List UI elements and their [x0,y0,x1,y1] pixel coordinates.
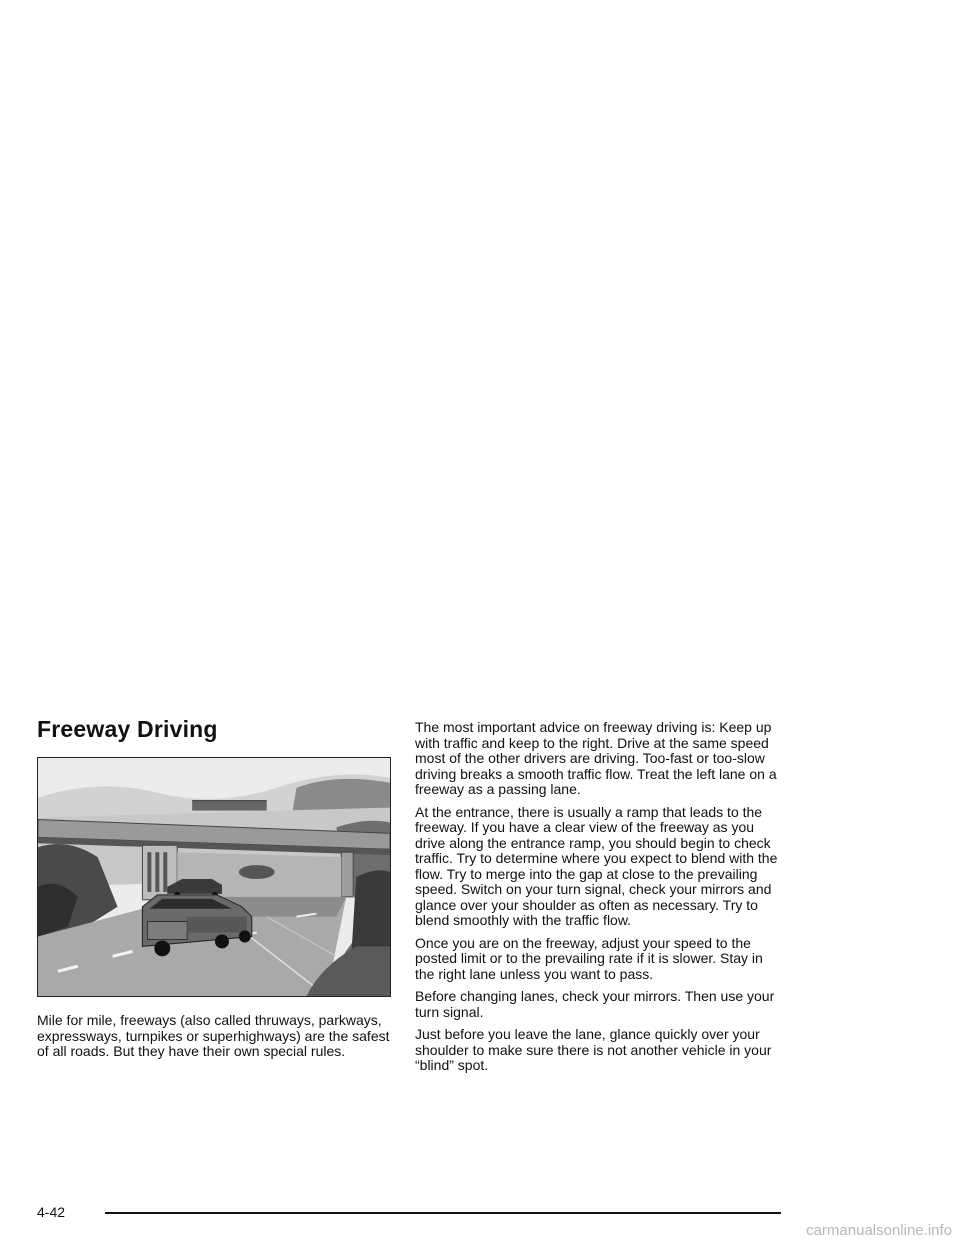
paragraph-adjust-speed: Once you are on the freeway, adjust your speed to the posted limit or to the prevailing rate if it is slower. Stay in the right lane unless you want to pass. [415,934,763,982]
page-number: 4-42 [37,1204,66,1220]
footer-divider [105,1212,781,1214]
paragraph-traffic-advice: The most important advice on freeway driving is: Keep up with traffic and keep to the right. Drive at the same speed most of the other drivers are driving. Too-fast or too-slow driving breaks a smooth traffic flow. Treat the left lane on a freeway as a passing lane. [415,719,777,797]
freeway-scene-drawing [38,758,390,996]
paragraph-changing-lanes: Before changing lanes, check your mirrors. Then use your turn signal. [415,988,775,1020]
paragraph-blind-spot: Just before you leave the lane, glance quickly over your shoulder to make sure there is not another vehicle in your “blind” spot. [415,1026,772,1073]
paragraph-entrance-ramp: At the entrance, there is usually a ramp that leads to the freeway. If you have a clear view of the freeway as you drive along the entrance ramp, you should begin to check traffic. Try to determine where you expect to blend with the flow. Try to merge into the gap at close to the prevailing speed. Switch on your turn signal, check your mirrors and glance over your shoulder as often as necessary. Try to blend smoothly with the traffic flow. [415,803,778,928]
right-column [415,720,785,1081]
watermark-text: carmanualsonline.info [806,1222,952,1239]
intro-paragraph: Mile for mile, freeways (also called thruways, parkways, expressways, turnpikes or superhighways) are the safest of all roads. But they have their own special rules. [37,1012,390,1059]
freeway-illustration [37,757,391,997]
section-title: Freeway Driving [37,716,218,742]
